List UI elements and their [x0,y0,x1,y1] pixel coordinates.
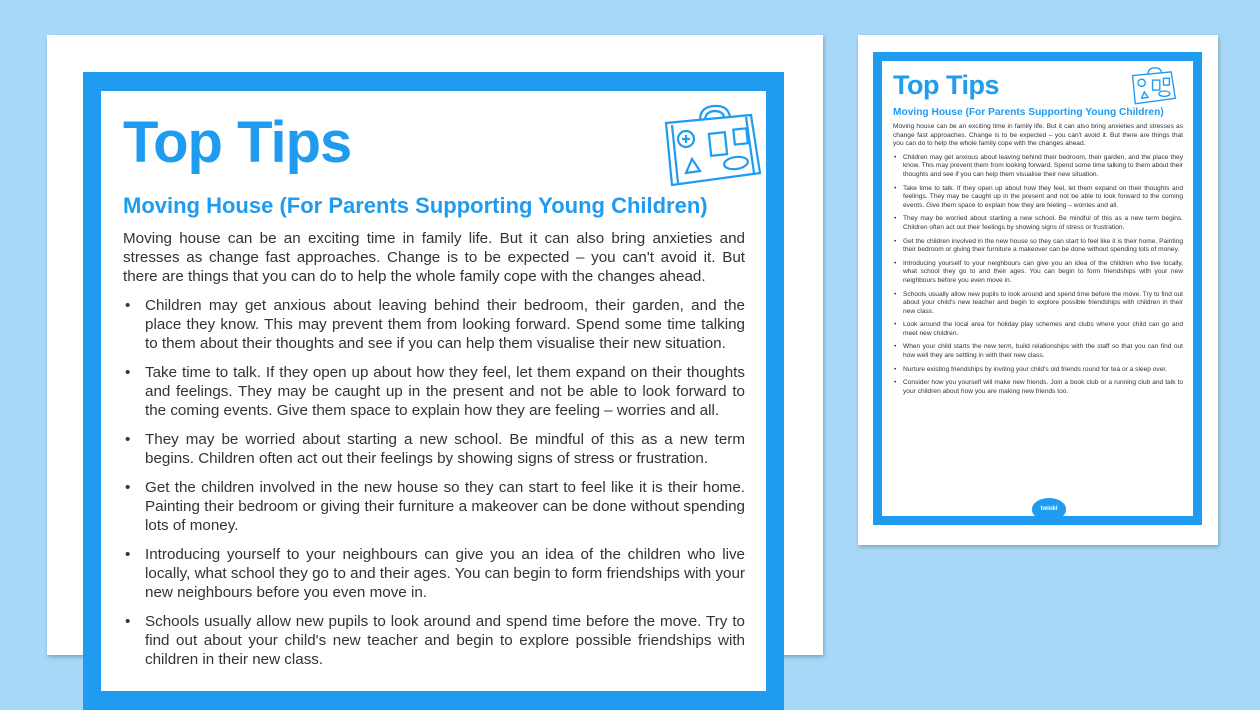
document-content [123,110,745,669]
tip-item: • Nurture existing friendships by inviting your child's old friends round for tea or a sleep over. [893,366,1183,375]
document-content [893,71,1183,396]
tip-item: • Schools usually allow new pupils to look around and spend time before the move. Try to find out about your child's new teacher and begin to explore possible friendships with children in their new class. [123,612,745,669]
tip-item: • They may be worried about starting a new school. Be mindful of this as a new term begins. Children often act out their feelings by showing signs of stress or frustration. [123,430,745,468]
tip-item: • Get the children involved in the new house so they can start to feel like it is their home. Painting their bedroom or giving their furniture a makeover can be done without spending lots of money. [123,478,745,535]
blue-border-frame [873,52,1202,525]
document-page-zoomed [47,35,823,668]
tip-item: • When your child starts the new term, build relationships with the staff so that you can find out how well they are settling in with their new class. [893,343,1183,360]
tip-item: • Take time to talk. If they open up about how they feel, let them expand on their thoughts and feelings. They may be caught up in the present and not be able to look forward to the coming events. Give them space to explain how they are feeling – worries and all. [893,185,1183,211]
document-title: Top Tips [893,70,999,100]
tip-item: • Get the children involved in the new house so they can start to feel like it is their home. Painting their bedroom or giving their furniture a makeover can be done without spending lots of money. [893,238,1183,255]
tip-item: • Introducing yourself to your neighbours can give you an idea of the children who live locally, what school they go to and their ages. You can begin to form friendships with your new neighbours before you even move in. [893,260,1183,286]
twinkl-logo: twinkl [1032,498,1066,520]
tip-item: • Look around the local area for holiday play schemes and clubs where your child can go and meet new children. [893,321,1183,338]
tips-list [893,154,1183,397]
document-subtitle: Moving House (For Parents Supporting Young Children) [123,193,708,218]
blue-border-frame [83,72,784,710]
intro-paragraph: Moving house can be an exciting time in family life. But it can also bring anxieties and stresses as change fast approaches. Change is to be expected – you can't avoid it. But there are things that you can do to help the whole family cope with the changes ahead. [893,123,1183,148]
tip-item: • Take time to talk. If they open up about how they feel, let them expand on their thoughts and feelings. They may be caught up in the present and not be able to look forward to the coming events. Give them space to explain how they are feeling – worries and all. [123,363,745,420]
tip-item: • They may be worried about starting a new school. Be mindful of this as a new term begins. Children often act out their feelings by showing signs of stress or frustration. [893,215,1183,232]
intro-paragraph: Moving house can be an exciting time in family life. But it can also bring anxieties and stresses as change fast approaches. Change is to be expected – you can't avoid it. But there are things that you can do to help the whole family cope with the changes ahead. [123,230,745,285]
document-title: Top Tips [123,110,352,175]
document-page-thumbnail [858,35,1218,545]
tip-item: • Schools usually allow new pupils to look around and spend time before the move. Try to find out about your child's new teacher and begin to explore possible friendships with children in their new class. [893,291,1183,317]
tip-item: • Children may get anxious about leaving behind their bedroom, their garden, and the place they know. This may prevent them from looking forward. Spend some time talking to them about their thoughts and see if you can help them visualise their new situation. [123,296,745,353]
tip-item: • Children may get anxious about leaving behind their bedroom, their garden, and the place they know. This may prevent them from looking forward. Spend some time talking to them about their thoughts and see if you can help them visualise their new situation. [893,154,1183,180]
tip-item: • Introducing yourself to your neighbours can give you an idea of the children who live locally, what school they go to and their ages. You can begin to form friendships with your new neighbours before you even move in. [123,545,745,602]
tip-item: • Consider how you yourself will make new friends. Join a book club or a running club and talk to your children about how you are making new friends too. [893,379,1183,396]
document-subtitle: Moving House (For Parents Supporting Young Children) [893,107,1164,118]
tips-list [123,296,745,669]
